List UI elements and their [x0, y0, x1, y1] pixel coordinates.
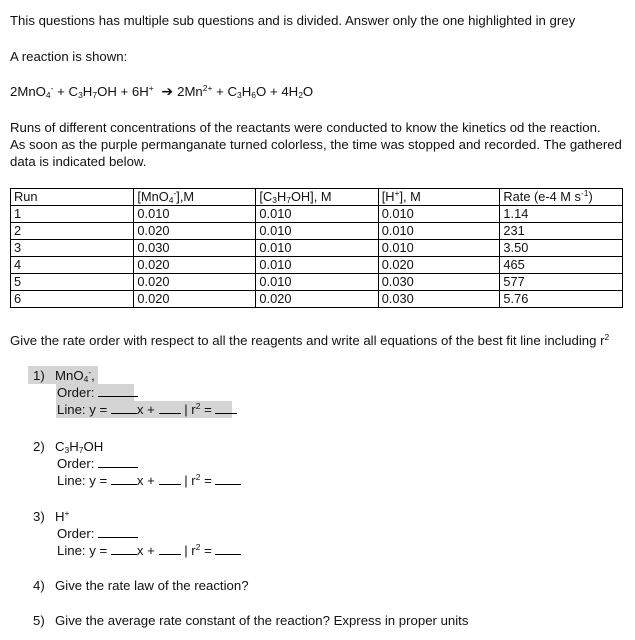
- paragraph-line-1: Runs of different concentrations of the reactants were conducted to know the kinetics od the reaction.: [10, 120, 601, 135]
- table-row: [11, 274, 623, 291]
- header-c3h7oh: $[C_3H_7OH]$, M: [256, 189, 378, 206]
- table-cell: 0.030: [134, 240, 256, 257]
- table-cell: 0.030: [378, 291, 500, 308]
- table-cell: 0.010: [378, 223, 500, 240]
- slope-blank[interactable]: [111, 472, 137, 485]
- question-5: 5) Give the average rate constant of the reaction? Express in proper units: [33, 613, 469, 628]
- table-row: [11, 291, 623, 308]
- question-1-line: Line: y = x + | $r^2$ =: [57, 401, 237, 418]
- intercept-blank[interactable]: [159, 472, 181, 485]
- table-cell: 0.020: [378, 257, 500, 274]
- question-2-title: 2) $C_3H_7OH$: [33, 439, 104, 455]
- instructions-text: This questions has multiple sub questions and is divided. Answer only the one highlighted in grey: [10, 13, 576, 28]
- table-cell: 6: [11, 291, 134, 308]
- r2-blank[interactable]: [215, 401, 237, 414]
- table-cell: 0.010: [256, 274, 378, 291]
- table-cell: 0.020: [256, 291, 378, 308]
- table-cell: 5: [11, 274, 134, 291]
- table-cell: 3: [11, 240, 134, 257]
- table-cell: 4: [11, 257, 134, 274]
- table-cell: 5.76: [500, 291, 623, 308]
- header-rate: Rate (e-4 M $s^{-1}$): [500, 189, 623, 206]
- table-cell: 0.020: [134, 223, 256, 240]
- paragraph-line-2: As soon as the purple permanganate turned colorless, the time was stopped and recorded. The gathered: [10, 137, 622, 152]
- slope-blank[interactable]: [111, 542, 137, 555]
- table-cell: 0.010: [256, 240, 378, 257]
- question-3-title: 3) H+: [33, 508, 70, 524]
- kinetics-data-table: [10, 188, 623, 308]
- table-header-row: [11, 189, 623, 206]
- table-cell: 0.010: [256, 206, 378, 223]
- r2-blank[interactable]: [215, 472, 241, 485]
- header-run: Run: [11, 189, 134, 206]
- question-1-title: 1) MnO$_4$-,: [33, 367, 95, 384]
- table-cell: 0.010: [256, 257, 378, 274]
- prompt-text: Give the rate order with respect to all the reagents and write all equations of the best fit line including $r^2$: [10, 332, 610, 348]
- header-h: [H+], M: [378, 189, 500, 206]
- order-blank[interactable]: [98, 384, 138, 397]
- r2-blank[interactable]: [215, 542, 241, 555]
- order-blank[interactable]: [98, 525, 138, 538]
- table-row: [11, 257, 623, 274]
- table-cell: 3.50: [500, 240, 623, 257]
- intercept-blank[interactable]: [159, 542, 181, 555]
- question-4: 4) Give the rate law of the reaction?: [33, 578, 249, 593]
- reaction-equation: $2MnO_4^- + C_3H_7OH + 6H^+$ ➔ $2Mn^{2+} + C_3H_6O + 4H_2O$: [10, 83, 314, 100]
- question-3-line: Line: y = x + | $r^2$ =: [57, 542, 241, 559]
- question-1-order: Order:: [57, 384, 138, 401]
- table-cell: 0.010: [256, 223, 378, 240]
- table-cell: 1.14: [500, 206, 623, 223]
- table-cell: 0.010: [378, 206, 500, 223]
- paragraph-line-3: data is indicated below.: [10, 154, 147, 169]
- table-cell: 231: [500, 223, 623, 240]
- table-cell: 2: [11, 223, 134, 240]
- table-cell: 0.010: [378, 240, 500, 257]
- table-cell: 0.020: [134, 257, 256, 274]
- question-2-order: Order:: [57, 455, 138, 472]
- table-cell: 0.020: [134, 274, 256, 291]
- reaction-label: A reaction is shown:: [10, 49, 128, 64]
- table-row: [11, 206, 623, 223]
- slope-blank[interactable]: [111, 401, 137, 414]
- prompt-main: Give the rate order with respect to all the reagents and write all equations of the best fit line including r: [10, 333, 605, 348]
- intercept-blank[interactable]: [159, 401, 181, 414]
- table-cell: 1: [11, 206, 134, 223]
- table-row: [11, 240, 623, 257]
- question-3-order: Order:: [57, 525, 138, 542]
- table-cell: 577: [500, 274, 623, 291]
- table-cell: 0.020: [134, 291, 256, 308]
- table-cell: 0.030: [378, 274, 500, 291]
- order-blank[interactable]: [98, 455, 138, 468]
- table-row: [11, 223, 623, 240]
- header-mno4: [MnO$_4$-],M: [134, 189, 256, 206]
- question-2-line: Line: y = x + | $r^2$ =: [57, 472, 241, 489]
- table-cell: 0.010: [134, 206, 256, 223]
- arrow-right-icon: ➔: [161, 83, 174, 99]
- table-cell: 465: [500, 257, 623, 274]
